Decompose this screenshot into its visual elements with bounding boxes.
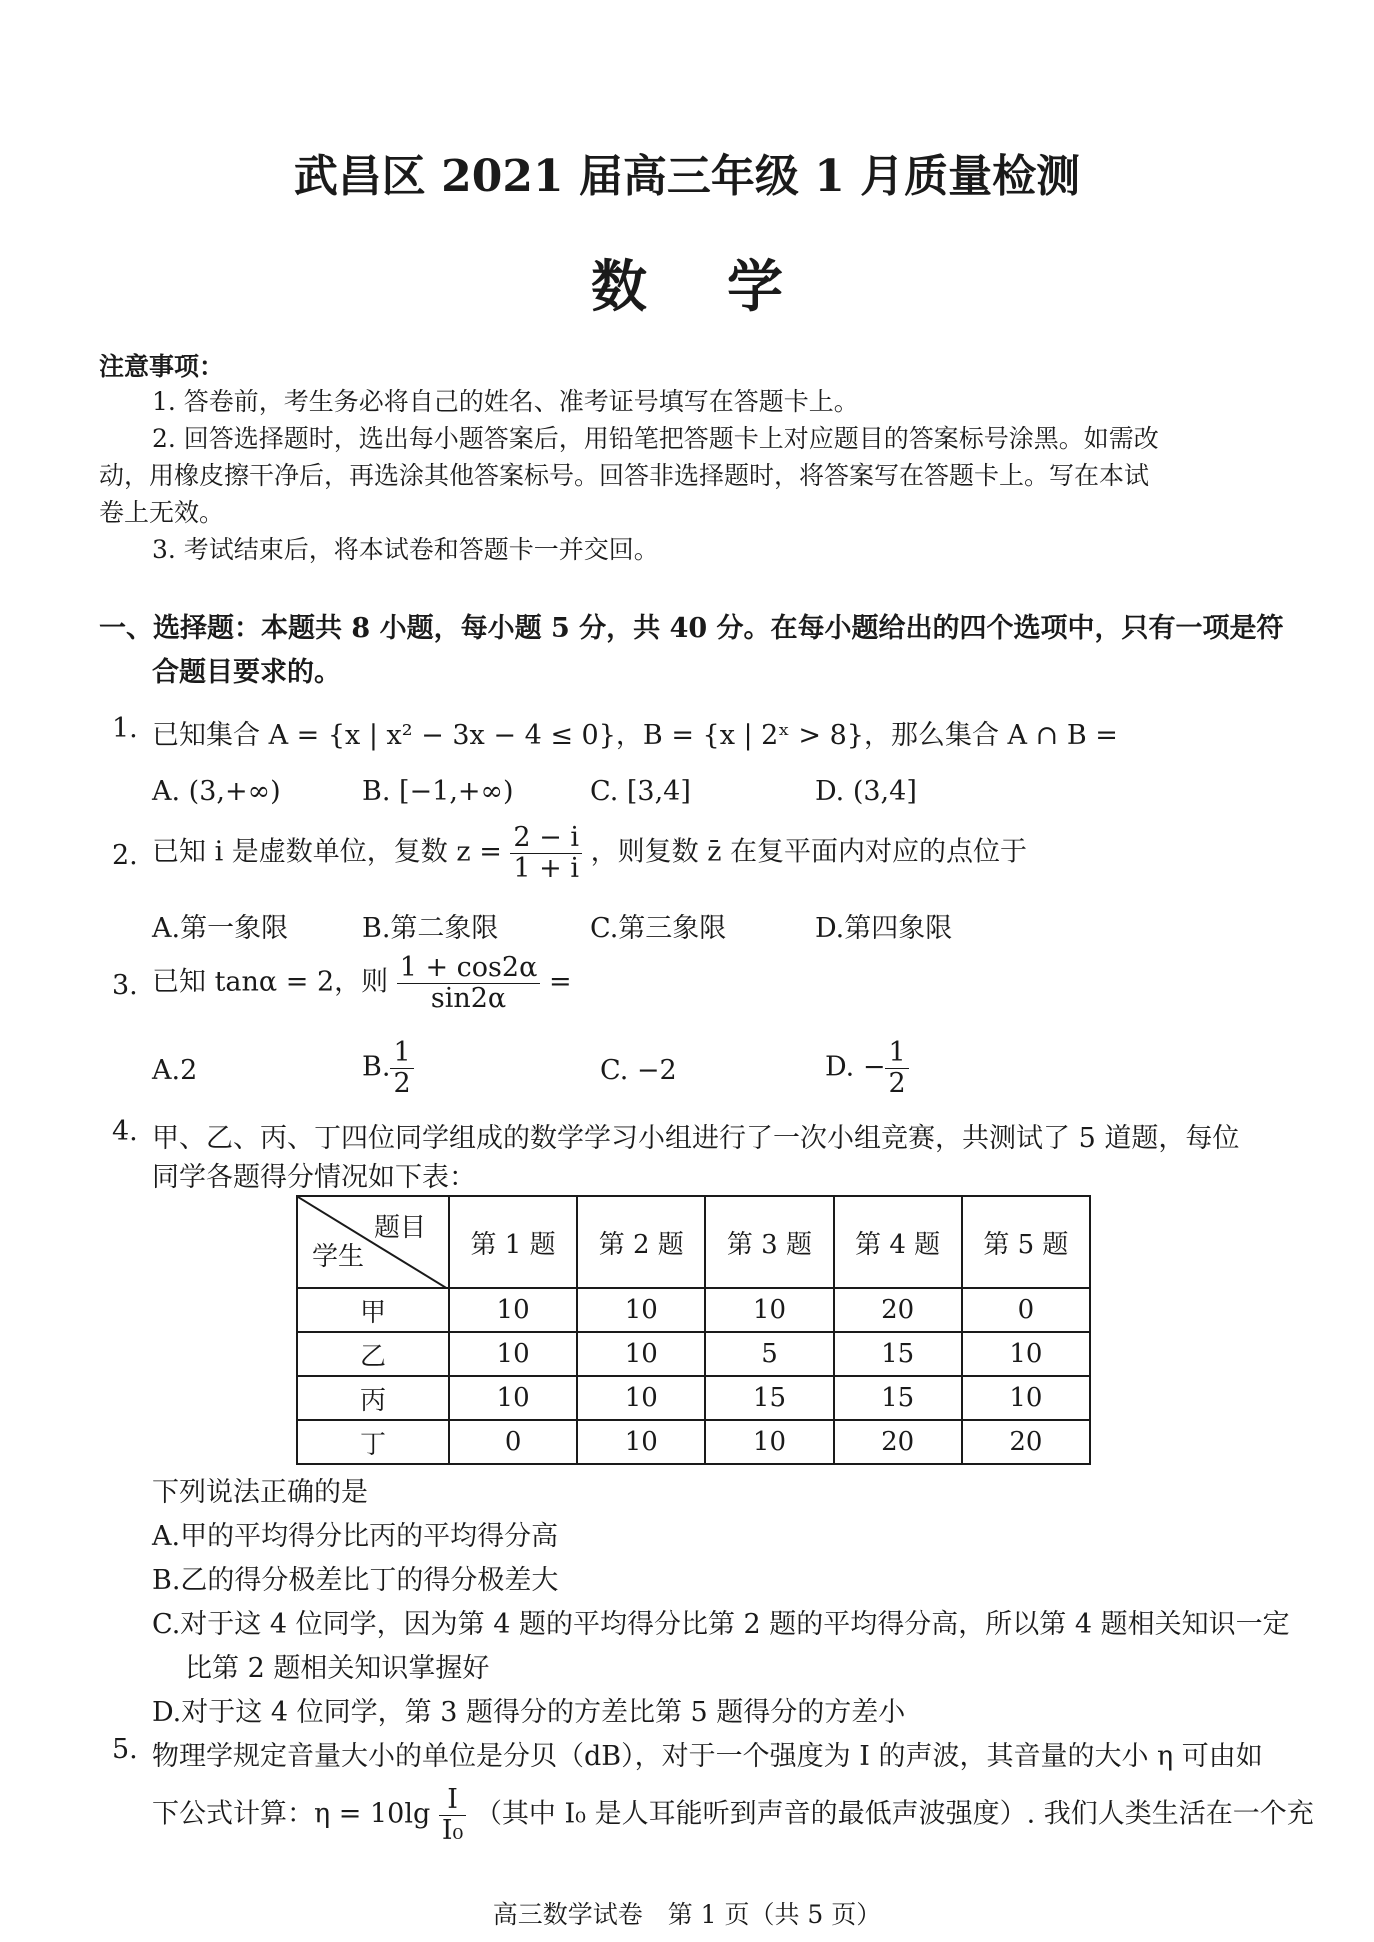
score-cell: 10 [577, 1376, 705, 1420]
q3-text-before: 已知 tanα = 2，则 [152, 966, 389, 998]
table-header: 第 3 题 [705, 1196, 833, 1288]
score-cell: 10 [705, 1288, 833, 1332]
q5-line-2-before: 下公式计算：η = 10lg [152, 1798, 431, 1830]
notice-item-3: 3. 考试结束后，将本试卷和答题卡一并交回。 [152, 535, 659, 564]
score-cell: 10 [962, 1332, 1090, 1376]
table-header: 第 2 题 [577, 1196, 705, 1288]
subject-title: 数学 [591, 254, 863, 320]
table-header: 第 5 题 [962, 1196, 1090, 1288]
q5-line-2-after: （其中 I₀ 是人耳能听到声音的最低声波强度）. 我们人类生活在一个充 [474, 1798, 1314, 1830]
table-header: 第 4 题 [834, 1196, 962, 1288]
q4-line-2: 同学各题得分情况如下表： [152, 1162, 476, 1193]
q2-frac-num: 2 − i [510, 823, 582, 854]
student-name: 丙 [297, 1376, 449, 1420]
q3-option-d-den: 2 [888, 1067, 906, 1099]
q3-option-d [825, 1038, 909, 1098]
score-cell: 10 [449, 1332, 577, 1376]
notice-item-2-line-3: 卷上无效。 [99, 498, 225, 527]
q2-text-after: ，则复数 z̄ 在复平面内对应的点位于 [590, 836, 1028, 868]
notice-heading: 注意事项： [99, 352, 225, 381]
q1-option-c: C. [3,4] [590, 776, 691, 807]
q4-line-1: 甲、乙、丙、丁四位同学组成的数学学习小组进行了一次小组竞赛，共测试了 5 道题，每位 [152, 1123, 1240, 1154]
q3-option-b-num: 1 [390, 1038, 413, 1069]
q5-number: 5. [112, 1734, 138, 1765]
q2-option-b: B.第二象限 [362, 913, 499, 944]
q2-fraction [510, 823, 582, 883]
page-footer: 高三数学试卷 第 1 页（共 5 页） [492, 1900, 882, 1929]
table-row [297, 1420, 1090, 1464]
q5-frac-num: I [439, 1785, 467, 1816]
score-cell: 10 [705, 1420, 833, 1464]
score-cell: 10 [577, 1420, 705, 1464]
q3-text-after: = [548, 966, 572, 998]
q2-number: 2. [112, 840, 138, 871]
q3-option-a: A.2 [152, 1055, 198, 1086]
score-cell: 0 [962, 1288, 1090, 1332]
q3-frac-den: sin2α [430, 982, 507, 1014]
q3-option-d-prefix: D. − [825, 1051, 886, 1083]
q3-option-b [362, 1038, 414, 1098]
q5-line-1: 物理学规定音量大小的单位是分贝（dB），对于一个强度为 I 的声波，其音量的大小 η 可由如 [152, 1741, 1263, 1772]
q1-number: 1. [112, 713, 138, 744]
q3-number: 3. [112, 970, 138, 1001]
score-table [296, 1195, 1091, 1465]
q4-number: 4. [112, 1116, 138, 1147]
exam-title: 武昌区 2021 届高三年级 1 月质量检测 [293, 151, 1081, 202]
score-cell: 5 [705, 1332, 833, 1376]
table-row [297, 1376, 1090, 1420]
score-cell: 20 [834, 1288, 962, 1332]
q4-option-d: D.对于这 4 位同学，第 3 题得分的方差比第 5 题得分的方差小 [152, 1697, 906, 1728]
q2-option-d: D.第四象限 [815, 913, 953, 944]
q4-prompt: 下列说法正确的是 [152, 1477, 368, 1508]
student-name: 甲 [297, 1288, 449, 1332]
q5-frac-den: I₀ [441, 1814, 464, 1846]
score-cell: 10 [577, 1288, 705, 1332]
table-row [297, 1288, 1090, 1332]
q2-option-c: C.第三象限 [590, 913, 727, 944]
notice-item-2-line-2: 动，用橡皮擦干净后，再选涂其他答案标号。回答非选择题时，将答案写在答题卡上。写在本试 [99, 461, 1150, 490]
q1-option-a: A. (3,+∞) [152, 776, 281, 807]
corner-label-student: 学生 [312, 1242, 365, 1272]
q2-option-a: A.第一象限 [152, 913, 289, 944]
q4-option-b: B.乙的得分极差比丁的得分极差大 [152, 1565, 559, 1596]
table-row [297, 1332, 1090, 1376]
q3-option-c: C. −2 [600, 1055, 677, 1086]
section-heading-line-1: 一、选择题：本题共 8 小题，每小题 5 分，共 40 分。在每小题给出的四个选项中，只有一项是符 [99, 613, 1284, 644]
q4-option-c-line-2: 比第 2 题相关知识掌握好 [185, 1653, 490, 1684]
section-heading-line-2: 合题目要求的。 [152, 657, 341, 688]
notice-item-1: 1. 答卷前，考生务必将自己的姓名、准考证号填写在答题卡上。 [152, 387, 859, 416]
q3-frac-num: 1 + cos2α [397, 953, 541, 984]
table-header-row [297, 1196, 1090, 1288]
score-cell: 15 [834, 1332, 962, 1376]
q3-fraction [397, 953, 541, 1013]
score-cell: 10 [449, 1376, 577, 1420]
score-cell: 0 [449, 1420, 577, 1464]
q1-option-d: D. (3,4] [815, 776, 917, 807]
q5-fraction [439, 1785, 467, 1845]
score-cell: 15 [705, 1376, 833, 1420]
q4-option-c-line-1: C.对于这 4 位同学，因为第 4 题的平均得分比第 2 题的平均得分高，所以第 4 题相关知识一定 [152, 1609, 1290, 1640]
student-name: 丁 [297, 1420, 449, 1464]
corner-label-topic: 题目 [373, 1213, 426, 1243]
table-header: 第 1 题 [449, 1196, 577, 1288]
student-name: 乙 [297, 1332, 449, 1376]
q1-text: 已知集合 A = {x | x² − 3x − 4 ≤ 0}，B = {x | 2ˣ > 8}，那么集合 A ∩ B = [152, 720, 1118, 751]
score-cell: 10 [962, 1376, 1090, 1420]
notice-item-2-line-1: 2. 回答选择题时，选出每小题答案后，用铅笔把答题卡上对应题目的答案标号涂黑。如需改 [152, 424, 1159, 453]
q5-line-2 [152, 1785, 1314, 1845]
q3-option-b-prefix: B. [362, 1051, 391, 1083]
table-corner-cell [297, 1196, 449, 1288]
score-cell: 10 [449, 1288, 577, 1332]
q2-frac-den: 1 + i [513, 852, 580, 884]
q3-option-d-num: 1 [885, 1038, 908, 1069]
q2-text-before: 已知 i 是虚数单位，复数 z = [152, 836, 502, 868]
q3-option-b-den: 2 [393, 1067, 411, 1099]
q4-option-a: A.甲的平均得分比丙的平均得分高 [152, 1521, 559, 1552]
score-cell: 20 [834, 1420, 962, 1464]
score-cell: 10 [577, 1332, 705, 1376]
q2-stem [152, 823, 1027, 883]
score-cell: 15 [834, 1376, 962, 1420]
score-cell: 20 [962, 1420, 1090, 1464]
q3-stem [152, 953, 572, 1013]
q1-option-b: B. [−1,+∞) [362, 776, 514, 807]
